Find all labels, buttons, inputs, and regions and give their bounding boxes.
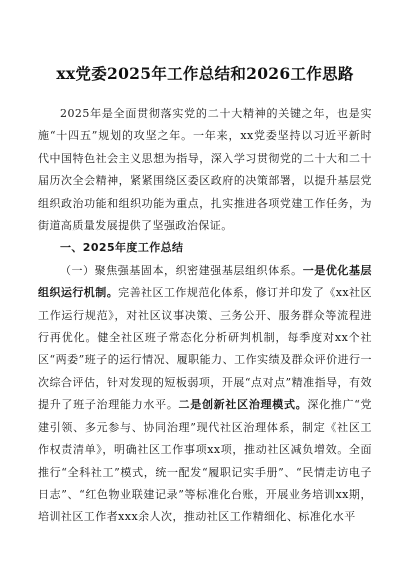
- section-heading: 一、2025年度工作总结: [60, 241, 184, 255]
- body-paragraph: [38, 260, 372, 529]
- point-two-heading: 二是创新社区治理模式。: [178, 398, 308, 412]
- intro-paragraph: 2025年是全面贯彻落实党的二十大精神的关键之年，也是实施“十四五”规划的攻坚之年。一年来，xx党委坚持以习近平新时代中国特色社会主义思想为指导，深入学习贯彻党的二十大和二十届历次全会精神，紧紧围绕区委区政府的决策部署，以提升基层党组织政治功能和组织功能为重点，扎实推进各项党建工作任务，为街道高质量发展提供了坚强政治保证。: [38, 107, 372, 233]
- point-one-text: 完善社区工作规范化体系，修订并印发了《xx社区工作运行规范》，对社区议事决策、三务公开、服务群众等流程进行再优化。健全社区班子常态化分析研判机制，每季度对xx个社区“两委”班子的运行情况、履职能力、工作实绩及群众评价进行一次综合评估，针对发现的短板弱项，开展“点对点”精准指导，有效提升了班子治理能力水平。: [38, 286, 372, 412]
- point-two-text: 深化推广“党建引领、多元参与、协同治理”现代社区治理体系，制定《社区工作权责清单》，明确社区工作事项xx项，推动社区减负增效。全面推行“全科社工”模式，统一配发“履职记实手册”、“民情走访电子日志”、“红色物业联建记录”等标准化台账，开展业务培训xx期，培训社区工作者xxx余人次，推动社区工作精细化、标准化水平: [38, 398, 373, 524]
- document-title: xx党委2025年工作总结和2026工作思路: [56, 64, 354, 83]
- point-one-heading: 一是优化基层组织运行机制。: [38, 263, 372, 300]
- subsection-lead: （一）聚焦强基固本，织密建强基层组织体系。: [60, 263, 303, 277]
